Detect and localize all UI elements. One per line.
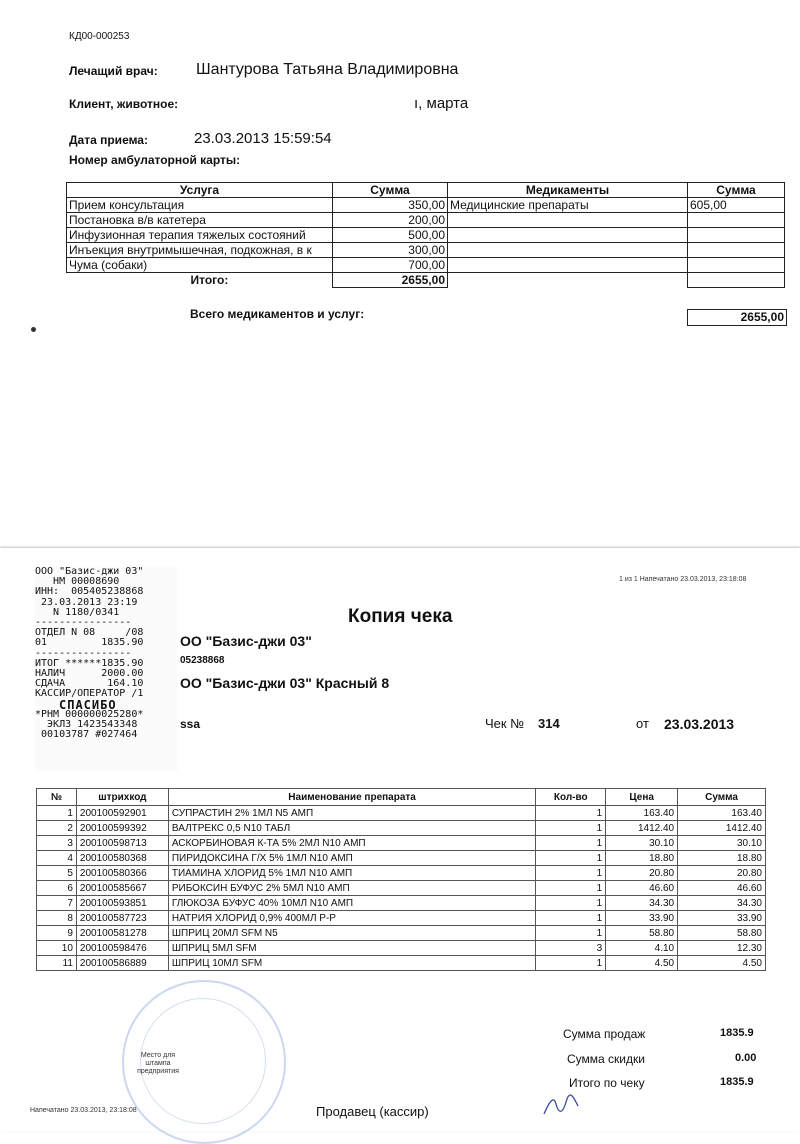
item-barcode: 200100586889 (76, 956, 168, 971)
items-header: Наименование препарата (168, 789, 535, 806)
medication-name (448, 258, 688, 273)
services-header: Сумма (333, 183, 448, 198)
items-header: штрихкод (76, 789, 168, 806)
items-row (37, 911, 766, 926)
services-header-row (67, 183, 785, 198)
item-name: НАТРИЯ ХЛОРИД 0,9% 400МЛ Р-Р (168, 911, 535, 926)
item-number: 7 (37, 896, 77, 911)
service-sum: 300,00 (333, 243, 448, 258)
page-info: 1 из 1 Напечатано 23.03.2013, 23:18:08 (619, 576, 747, 583)
item-name: ШПРИЦ 10МЛ SFM (168, 956, 535, 971)
items-row (37, 926, 766, 941)
item-barcode: 200100580368 (76, 851, 168, 866)
service-name: Чума (собаки) (67, 258, 333, 273)
grand-total-label: Всего медикаментов и услуг: (190, 307, 365, 321)
item-price: 58.80 (606, 926, 678, 941)
item-quantity: 1 (536, 866, 606, 881)
client-label: Клиент, животное: (69, 97, 179, 111)
item-barcode: 200100598476 (76, 941, 168, 956)
service-name: Инъекция внутримышечная, подкожная, в к (67, 243, 333, 258)
items-header-row (37, 789, 766, 806)
items-table (36, 788, 766, 971)
signature-scribble (540, 1090, 580, 1118)
receipt-line: ---------------- (35, 647, 132, 659)
medication-sum (688, 243, 785, 258)
service-name: Прием консультация (67, 198, 333, 213)
item-sum: 20.80 (678, 866, 766, 881)
receipt-line: ИТОГ ******1835.90 (35, 657, 144, 669)
receipt-line: ИНН: 005405238868 (35, 586, 144, 598)
item-quantity: 1 (536, 896, 606, 911)
service-name: Постановка в/в катетера (67, 213, 333, 228)
services-row (67, 258, 785, 273)
item-number: 5 (37, 866, 77, 881)
empty-cell (448, 273, 688, 288)
services-total-label: Итого: (190, 273, 229, 288)
services-table (66, 182, 785, 288)
item-sum: 163.40 (678, 806, 766, 821)
item-number: 4 (37, 851, 77, 866)
item-sum: 1412.40 (678, 821, 766, 836)
services-row (67, 213, 785, 228)
item-sum: 12.30 (678, 941, 766, 956)
services-header: Услуга (67, 183, 333, 198)
item-quantity: 1 (536, 926, 606, 941)
item-number: 6 (37, 881, 77, 896)
discount-sum-label: Сумма скидки (567, 1052, 645, 1066)
items-row (37, 821, 766, 836)
item-quantity: 1 (536, 881, 606, 896)
doctor-label: Лечащий врач: (69, 64, 158, 78)
item-barcode: 200100598713 (76, 836, 168, 851)
services-total-row (67, 273, 785, 288)
receipt-line: НАЛИЧ 2000.00 (35, 668, 144, 680)
service-sum: 350,00 (333, 198, 448, 213)
receipt-line: ОТДЕЛ N 08 /08 (35, 627, 144, 639)
item-number: 2 (37, 821, 77, 836)
medication-name (448, 228, 688, 243)
item-barcode: 200100592901 (76, 806, 168, 821)
items-body (37, 806, 766, 971)
punch-hole-mark (31, 327, 36, 332)
item-number: 9 (37, 926, 77, 941)
discount-sum-value: 0.00 (735, 1052, 757, 1064)
services-row (67, 198, 785, 213)
date-value: 23.03.2013 15:59:54 (194, 130, 332, 147)
services-total-value: 2655,00 (333, 273, 448, 288)
item-quantity: 1 (536, 836, 606, 851)
medication-name: Медицинские препараты (448, 198, 688, 213)
receipt-line: N 1180/0341 (35, 606, 120, 618)
sales-sum-label: Сумма продаж (563, 1027, 646, 1041)
item-name: ВАЛТРЕКС 0,5 N10 ТАБЛ (168, 821, 535, 836)
receipt-line: КАССИР/ОПЕРАТОР /1 (35, 688, 144, 700)
service-sum: 500,00 (333, 228, 448, 243)
store-fragment: ssa (180, 717, 201, 731)
medication-sum (688, 213, 785, 228)
check-total-value: 1835.9 (720, 1076, 754, 1088)
check-date: 23.03.2013 (664, 716, 735, 732)
items-row (37, 866, 766, 881)
items-header: № (37, 789, 77, 806)
seller-label: Продавец (кассир) (316, 1104, 429, 1119)
item-price: 18.80 (606, 851, 678, 866)
organization-name: ОО "Базис-джи 03" (180, 633, 312, 649)
service-sum: 200,00 (333, 213, 448, 228)
receipt-line: НМ 00008690 (35, 576, 120, 588)
check-number-label: Чек № (485, 716, 525, 731)
item-sum: 58.80 (678, 926, 766, 941)
item-price: 46.60 (606, 881, 678, 896)
item-name: ПИРИДОКСИНА Г/Х 5% 1МЛ N10 АМП (168, 851, 535, 866)
receipt-line: ООО "Базис-джи 03" (35, 566, 144, 577)
item-name: АСКОРБИНОВАЯ К-ТА 5% 2МЛ N10 АМП (168, 836, 535, 851)
receipt-footer-line: *РНМ 000000025280* (35, 708, 144, 720)
item-number: 10 (37, 941, 77, 956)
item-sum: 18.80 (678, 851, 766, 866)
services-row (67, 243, 785, 258)
item-price: 34.30 (606, 896, 678, 911)
item-sum: 34.30 (678, 896, 766, 911)
seal-place-note: Место для штампа предприятия (137, 1052, 179, 1075)
services-header: Медикаменты (448, 183, 688, 198)
printed-timestamp: Напечатано 23.03.2013, 23:18:08 (30, 1107, 137, 1114)
item-name: РИБОКСИН БУФУС 2% 5МЛ N10 АМП (168, 881, 535, 896)
client-value: ı, марта (414, 95, 469, 112)
items-row (37, 896, 766, 911)
receipt-footer (35, 710, 178, 741)
doctor-name: Шантурова Татьяна Владимировна (196, 61, 459, 78)
receipt-footer-line: 00103787 #027464 (35, 729, 138, 741)
items-row (37, 836, 766, 851)
check-number: 314 (538, 716, 560, 731)
item-name: СУПРАСТИН 2% 1МЛ N5 АМП (168, 806, 535, 821)
organization-address: ОО "Базис-джи 03" Красный 8 (180, 675, 390, 691)
item-price: 4.50 (606, 956, 678, 971)
medication-name (448, 213, 688, 228)
item-quantity: 1 (536, 956, 606, 971)
item-barcode: 200100593851 (76, 896, 168, 911)
item-name: ШПРИЦ 20МЛ SFM N5 (168, 926, 535, 941)
item-sum: 46.60 (678, 881, 766, 896)
receipt-footer-line: ЭКЛЗ 1423543348 (35, 719, 138, 731)
item-number: 3 (37, 836, 77, 851)
item-quantity: 3 (536, 941, 606, 956)
service-name: Инфузионная терапия тяжелых состояний (67, 228, 333, 243)
check-copy-title: Копия чека (348, 606, 453, 627)
items-header: Кол-во (536, 789, 606, 806)
item-quantity: 1 (536, 821, 606, 836)
empty-cell (688, 273, 785, 288)
services-row (67, 228, 785, 243)
item-sum: 33.90 (678, 911, 766, 926)
document-number: КД00-000253 (69, 31, 130, 42)
services-header: Сумма (688, 183, 785, 198)
items-row (37, 851, 766, 866)
item-sum: 4.50 (678, 956, 766, 971)
item-name: ГЛЮКОЗА БУФУС 40% 10МЛ N10 АМП (168, 896, 535, 911)
item-barcode: 200100581278 (76, 926, 168, 941)
items-header: Сумма (678, 789, 766, 806)
check-date-label: от (636, 716, 649, 731)
date-label: Дата приема: (69, 133, 148, 147)
item-barcode: 200100580366 (76, 866, 168, 881)
receipt-line: ---------------- (35, 617, 132, 629)
item-price: 1412.40 (606, 821, 678, 836)
items-row (37, 941, 766, 956)
item-price: 30.10 (606, 836, 678, 851)
item-barcode: 200100599392 (76, 821, 168, 836)
item-number: 11 (37, 956, 77, 971)
medication-sum: 605,00 (688, 198, 785, 213)
item-sum: 30.10 (678, 836, 766, 851)
item-price: 20.80 (606, 866, 678, 881)
item-price: 33.90 (606, 911, 678, 926)
item-name: ТИАМИНА ХЛОРИД 5% 1МЛ N10 АМП (168, 866, 535, 881)
items-row (37, 806, 766, 821)
item-price: 4.10 (606, 941, 678, 956)
medication-sum (688, 258, 785, 273)
receipt-line: 01 1835.90 (35, 637, 144, 649)
items-row (37, 881, 766, 896)
item-price: 163.40 (606, 806, 678, 821)
items-header: Цена (606, 789, 678, 806)
sales-sum-value: 1835.9 (720, 1027, 754, 1039)
item-number: 8 (37, 911, 77, 926)
service-sum: 700,00 (333, 258, 448, 273)
grand-total-value: 2655,00 (687, 309, 787, 326)
item-quantity: 1 (536, 911, 606, 926)
items-row (37, 956, 766, 971)
inn-fragment: 05238868 (180, 655, 225, 666)
fiscal-receipt (35, 567, 178, 771)
card-label: Номер амбулаторной карты: (69, 153, 241, 167)
receipt-line: 23.03.2013 23:19 (35, 596, 138, 608)
receipt-lines (35, 567, 178, 700)
item-barcode: 200100587723 (76, 911, 168, 926)
item-number: 1 (37, 806, 77, 821)
receipt-line: СДАЧА 164.10 (35, 678, 144, 690)
receipt-thanks: СПАСИБО (59, 697, 117, 712)
check-total-label: Итого по чеку (569, 1076, 645, 1090)
medication-sum (688, 228, 785, 243)
item-quantity: 1 (536, 806, 606, 821)
item-quantity: 1 (536, 851, 606, 866)
item-barcode: 200100585667 (76, 881, 168, 896)
item-name: ШПРИЦ 5МЛ SFM (168, 941, 535, 956)
medication-name (448, 243, 688, 258)
